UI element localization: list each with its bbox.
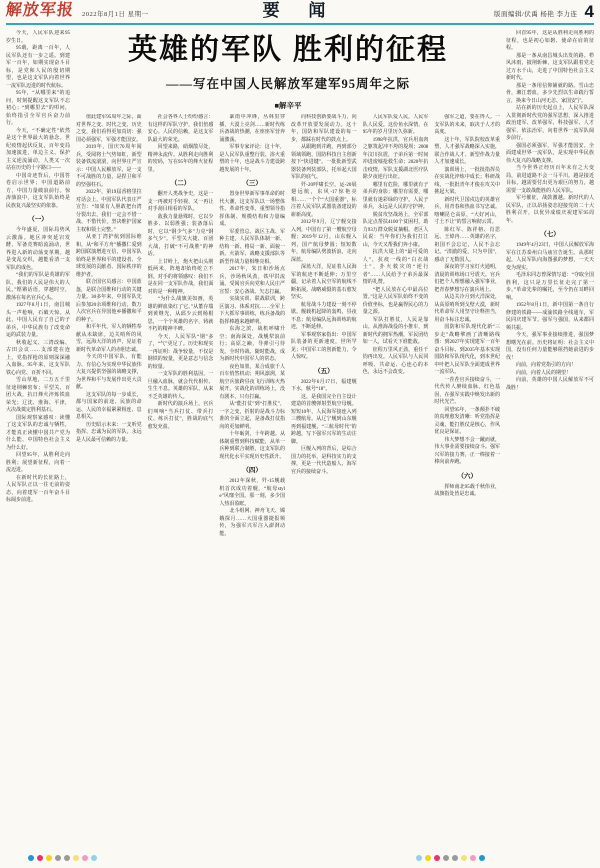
body-paragraph: 航母战斗力建设一刻不停歇。舰载机起降的轰鸣，昼夜不息；航母编队远海训练的航迹，不断延伸。 <box>291 302 357 330</box>
color-dot <box>55 855 61 861</box>
headline-title: 英雄的军队 胜利的征程 <box>127 34 449 66</box>
body-paragraph: 向前，向着党指引的方向！ <box>516 363 577 368</box>
color-dot <box>443 855 449 861</box>
body-paragraph: 那是一条用信仰铺就的路。雪山忠骨，湘江碧血，多少先烈以生命践行誓言，换来今日山河无恙、家国安宁。 <box>506 83 594 104</box>
body-paragraph: 置身世界新军事革命的时代大潮，这支军队以一场整体性、革命性变革，重塑领导指挥体制、规模结构和力量编成。 <box>219 192 286 227</box>
headline-block <box>76 30 500 114</box>
body-paragraph: 国防和军队现代化新“三步走”战略擘画了清晰路线图：到2027年实现建军一百年奋斗目标，到2035年基本实现国防和军队现代化，到本世纪中叶把人民军队全面建成世界一流军队。 <box>434 325 500 375</box>
body-paragraph: 北斗组网、神舟飞天、嫦娥探月……大国重器捷报频传，为强军兴军注入澎湃动能。 <box>219 509 286 537</box>
color-dot <box>82 855 88 861</box>
body-paragraph: 军事观察家指出：中国军队装备的更新速度，世所罕见；中国军工的创新能力，令人惊叹。 <box>291 332 357 360</box>
masthead <box>6 0 594 22</box>
body-paragraph: 军委管总、战区主战、军种主建，人民军队体制一新、结构一新、格局一新、面貌一新。火箭军、战略支援部队等新型作战力量相继亮相。 <box>219 229 286 265</box>
body-paragraph: 脱贫攻坚战场上，全军部队定点帮扶4100个贫困村，助力93万群众脱贫摘帽。老区人民说：当年你们为我们打江山，今天又帮我们奔小康。 <box>362 212 429 248</box>
body-paragraph: 一支军队的胜利基因，一旦融入血脉，就会代代相传、生生不息。英雄的军队，从来不乏英雄的传人。 <box>147 372 214 400</box>
body-paragraph: 当今世界正经历百年未有之大变局，前进道路不会一马平川。越是接近目标，越需要付出更为艰巨的努力，越需要一支敢战能胜的人民军队。 <box>506 166 594 194</box>
color-dot <box>434 855 440 861</box>
body-paragraph: 2012年9月，辽宁舰交接入列，中国有了第一艘航空母舰；2019年12月，山东舰入列，国产航母梦圆；短短数年，航母编队劈波斩浪，走向深蓝。 <box>291 220 357 263</box>
body-paragraph: 今天，人民军队“钢”多了，“气”更足了。历史和现实一再证明：战争较量，不仅是钢铁的较量，更是意志与信念的较量。 <box>147 334 214 370</box>
text-column-6 <box>363 114 429 848</box>
body-paragraph: 2022年6月17日，福建舰下水，舷号“18”。 <box>291 379 357 392</box>
body-paragraph: 演训场上，一批批指挥员在实战化淬炼中成长；科研战线，一批批青年才俊在攻关中挑起大梁。 <box>434 167 500 195</box>
body-paragraph: 95年，“从哪里来”的追问，时刻提醒这支军队不忘初心；“到哪里去”的叩问，始终指引全军官兵奋力前行。 <box>6 91 70 126</box>
color-dot <box>461 855 467 861</box>
body-paragraph: 回望95年，一条颠扑不破的真理愈发清晰：听党指挥是灵魂，能打胜仗是核心，作风优良是保证。 <box>434 407 500 435</box>
color-dot <box>28 855 34 861</box>
body-paragraph: 毛泽东同志曾深情写道：“夺取全国胜利，这只是万里长征走完了第一步。”革命先辈的嘱托，至今仍在耳畔回响。 <box>506 273 594 301</box>
body-paragraph: 向前，英雄的中国人民解放军不可战胜！ <box>506 378 594 391</box>
body-paragraph: 巨舰入列的背后，是综合国力的托举，是科技实力的支撑，更是一代代造船人、海军官兵的接续奋斗。 <box>291 447 357 475</box>
center-block <box>76 30 500 848</box>
text-column-2 <box>76 114 142 848</box>
body-paragraph: 值此建军95周年之际，面对世界之变、时代之变、历史之变，我们看得更加真切：强国必须强军，军强才能国安。 <box>76 115 142 143</box>
body-paragraph: 秋收起义、三湾改编、古田会议……支部建在连上，党指挥枪的原则深深融入血脉。95年来，这支军队铁心向党、百折不回。 <box>6 340 70 376</box>
section-marker: （六） <box>457 472 477 480</box>
body-paragraph: 强军之道，要在得人。一支军队的未来，取决于人才的高度。 <box>434 115 500 135</box>
color-dot <box>452 855 458 861</box>
body-paragraph: 从“能打仗”到“打胜仗”，一字之变，折射的是战斗力标准的全面立起，是备战打仗指向的更加鲜明。 <box>219 402 286 430</box>
body-paragraph: 强国必须强军，军强才能国安。全面建成世界一流军队，是实现中华民族伟大复兴的战略支撑。 <box>506 143 594 164</box>
body-paragraph: “我们的军队是英雄的军队，我们的人民是伟大的人民。”铿锵话语，穿越时空，激荡在每名官兵心头。 <box>6 273 70 301</box>
body-paragraph: 历史昭示未来：一支听党指挥、忠诚为民的军队，永远是人民最可信赖的力量。 <box>76 422 142 443</box>
body-paragraph: 实战实训、联战联训，跨区演习、体系对抗……全军上下大抓军事训练，练兵备战的指挥棒越来越鲜明。 <box>219 297 286 325</box>
color-dot <box>91 855 97 861</box>
color-dot <box>425 855 431 861</box>
headline-subtitle: ——写在中国人民解放军建军95周年之际 <box>165 77 410 92</box>
masthead-date: 2022年8月1日 星期一 <box>82 11 149 18</box>
body-paragraph: 哪里有危险，哪里就有子弟兵的身影；哪里有需要，哪里就有迷彩绿的守护。人民子弟兵，永远是人民的守护神。 <box>362 182 429 210</box>
text-column-5 <box>291 114 357 848</box>
body-paragraph: 歼-20呼啸长空，运-20展翅远航，东风-17惊艳亮相……一个个“大国重器”，标注着人民军队武器装备建设的崭新高度。 <box>291 182 357 218</box>
body-paragraph: 这十年，军队院校改革重塑，人才强军战略深入实施，联合作战人才、新型作战力量人才加速成长。 <box>434 137 500 165</box>
body-paragraph: 伟大梦想不会一蹴而就，伟大事业需要接续奋斗。强军兴军的接力赛，正一棒接着一棒向前奔跑。 <box>434 437 500 465</box>
body-paragraph: 1949年4月23日，中国人民解放军海军在江苏泰州白马庙宣告诞生。从那时起，人民军队向海图强的梦想，一天天变为现实。 <box>506 243 594 271</box>
body-paragraph: 从边关冷月到大洋深处，从高原哨所到戈壁大漠，新时代革命军人用坚守诠释担当，用奋斗标注忠诚。 <box>434 295 500 323</box>
body-paragraph: 今天，强军事业接续推进，强国梦想曙光在前。历史将证明：社会主义中国，没有任何力量能够阻挡她前进的步伐！ <box>506 333 594 361</box>
newspaper-logo: 解放军报 <box>4 2 75 19</box>
body-paragraph: 新时代卫国戍边的英雄官兵，用青春和热血书写忠诚。喀喇昆仑高原，“大好河山，寸土不让”的誓言响彻云霄。 <box>434 197 500 225</box>
headline-byline: ■解辛平 <box>274 101 302 111</box>
body-paragraph: 军号催征，战鼓激越。新时代的人民军队，正以昂扬姿态迎接党的二十大胜利召开，以优异成绩庆祝建军95周年。 <box>506 196 594 224</box>
body-paragraph: 夜色如墨，某合成旅千人百车悄然机动；朔风凛冽，某航空兵旅跨昼夜飞行训练火热展开。实战化的训练场上，没有剧本，只有打赢。 <box>219 364 286 400</box>
body-paragraph: 国际观察家感叹：读懂了这支军队的忠诚与牺牲，才能真正读懂中国共产党为什么能、中国特色社会主义为什么好。 <box>6 415 70 451</box>
body-paragraph: 东海之滨，战机呼啸升空；南海深处，战舰犁浪前行；高原之巅，导弹引弓待发。全时待战、随时能战，成为新时代中国军人的常态。 <box>219 327 286 362</box>
body-paragraph: 新时代的演兵场上，官兵们叫响“当兵打仗、带兵打仗、练兵打仗”，胜战的底气愈发充盈。 <box>147 402 214 430</box>
body-paragraph: 回望来路，硝烟散尽处，精神永流传。从胜利走向胜利的密码，写在95年的烽火征程里。 <box>147 145 214 173</box>
body-paragraph: 深蓝大洋，见证着人民海军的航迹不断延伸；万里空疆，记录着人民空军的航线不断拓展。战略威慑的基石愈发坚实。 <box>291 265 357 300</box>
body-paragraph: 向科技创新要战斗力，向改革开放要发展动力。这十年，国防和军队建设的每一步，都踩在时代的鼓点上。 <box>291 115 357 143</box>
section-marker: （五） <box>314 367 334 375</box>
body-paragraph: 挥师南北95载千秋伟业，战旗指处皆是忠诚。 <box>434 484 500 497</box>
masthead-editors: 版面编辑/伏禹 杨艳 李力连 <box>493 11 578 18</box>
body-paragraph: “为什么战旗美如画，英雄的鲜血染红了它。”从董存瑞到黄继光，从邱少云到杨根思，一个个英雄的名字，铸就不朽的精神丰碑。 <box>147 297 214 332</box>
body-paragraph: 和平年代，军人的牺牲奉献从未缺席。边关哨所的风雪，远海大洋的涛声，见证着新时代革命军人的赤胆忠诚。 <box>76 325 142 353</box>
body-paragraph: 1952年8月1日，新中国第一条自行修建的铁路——成渝铁路全线通车，军民同庆建军节。强军与强国，从来都同频共振。 <box>506 303 594 331</box>
color-dot <box>416 855 422 861</box>
body-columns <box>6 30 594 848</box>
color-dot <box>479 855 485 861</box>
body-paragraph: 2019年，国庆70周年阅兵，受阅将士气势如虹，新型装备铁流滚滚，向世界庄严宣示：中国人民解放军，是一支不可战胜的力量，是捍卫和平的坚强柱石。 <box>76 145 142 188</box>
body-paragraph: 这支军队的每一步成长，都与国家的前途、民族的命运、人民的幸福紧紧相连、息息相关。 <box>76 392 142 420</box>
text-column-4 <box>219 114 285 848</box>
body-paragraph: 那是一条从南昌城头出发的路。栉风沐雨，披荆斩棘，这支军队跟着党走过万水千山，走进了中国特色社会主义新时代。 <box>506 53 594 81</box>
body-paragraph: 军队打胜仗，人民是靠山。从淮海战役的小推车，到新时代的拥军热潮，军民团结如一人，试看天下谁能敌。 <box>362 317 429 345</box>
text-column-7 <box>434 114 500 848</box>
body-paragraph: 敌我力量悬殊时，它以少胜多、以弱胜强；装备落后时，它以“钢少气多”力克“钢多气少”。平型关大捷、百团大战，打破“不可战胜”的神话。 <box>147 214 214 257</box>
registration-marks-left <box>28 855 97 861</box>
body-paragraph: 回首95年，这是从胜利走向胜利的征程，也是初心如磐、使命在肩的征程。 <box>506 31 594 51</box>
color-dot <box>64 855 70 861</box>
body-paragraph: 今天，人民军队迎来95岁生日。 <box>6 31 70 44</box>
body-paragraph: “把人民放在心中最高位置。”这是人民军队始终不变的价值坐标，也是赢得民心的力量之源。 <box>362 287 429 315</box>
section-marker: （一） <box>28 216 48 223</box>
body-paragraph: 十年砺剑，十年跨越。从体制重塑到科技赋能，从单一兵种到联合制胜，这支军队的现代化水平实现历史性跃升。 <box>219 432 286 460</box>
body-paragraph: 回望95年，从胜利走向胜利；展望新征程，向着一流迈进。 <box>6 453 70 473</box>
body-paragraph: 征程万里风正劲，重任千钧再出发。人民军队与人民同呼吸、共命运、心连心的本色，永远不会改变。 <box>362 347 429 375</box>
center-columns <box>76 114 500 848</box>
header-rule <box>6 23 594 25</box>
body-paragraph: 这，是我国完全自主设计建造的首艘弹射型航空母舰。短短10年，人民海军接连入列三艘航母。从辽宁舰到山东舰再到福建舰，“三航母时代”的跨越，写下强军兴军的生动注脚。 <box>291 394 357 445</box>
body-paragraph: 今年盛夏，国际局势风云激荡。地区冲突延宕发酵，军备竞赛暗流涌动，世界进入新的动荡变革期。越是变乱交织，越能看清一支军队的成色。 <box>6 228 70 271</box>
color-dot <box>37 855 43 861</box>
color-dot <box>46 855 52 861</box>
body-paragraph: 从跟跑到并跑，再到部分领域领跑，国防科技自主创新按下“快进键”。一批批新型武器装备列装部队，托举起大国军队的底气。 <box>291 145 357 180</box>
text-column-1 <box>6 30 70 848</box>
body-paragraph: 翻开人类战争史，这是一支一再被对手轻视、又一再让对手刮目相看的军队。 <box>147 192 214 212</box>
body-paragraph: 人民军队爱人民，人民军队人民爱。这份鱼水深情，在95年的岁月里历久弥新。 <box>362 115 429 135</box>
body-paragraph: 2012年深秋，歼-15舰载机首次成功着舰，“航母style”风靡全国。那一刻，多少国人热泪盈眶。 <box>219 479 286 507</box>
text-column-8 <box>506 30 594 848</box>
body-paragraph: 上甘岭上，炮火把山头削低两米，阵地却始终屹立不倒。对手的将领感叹：我们不是在同一支军队作战，我们面对的是一种精神。 <box>147 259 214 295</box>
registration-marks-right <box>416 855 485 861</box>
masthead-left <box>6 0 149 20</box>
body-paragraph: 一茬茬官兵接续奋斗，一代代传人赓续血脉。红色基因，在强军实践中焕发出新的时代光芒。 <box>434 377 500 405</box>
body-paragraph: 雪山草地，二万五千里征途荆棘密布；平型关、百团大战，抗日烽火淬炼铁血荣光；辽沈、淮海、平津，大决战奠定胜利基石。 <box>6 378 70 413</box>
body-paragraph: 1998年抗洪，官兵用血肉之躯筑起冲不垮的堤坝；2008年汶川抗震，子弟兵第一时间冲进废墟抢救生命；2020年抗击疫情，军队支援湖北医疗队除夕夜逆行出征。 <box>362 137 429 180</box>
text-column-3 <box>148 114 214 848</box>
body-paragraph: 中国奇迹背后，中国答卷启示世界；中国道路前方，中国力量破浪前行。惊涛骇浪中，这支军队始终是民族复兴最坚实的依靠。 <box>6 173 70 209</box>
body-paragraph: 今天，“不确定性”依然是这个世界最大的悬念。世纪疫情起伏反复，百年变局加速演进，单边主义、保护主义逆流涌动，人类又一次站在历史的十字路口—— <box>6 128 70 171</box>
body-paragraph: 抗洪大堤上的“最可爱的人”，抗疫一线的“白衣战士”，扑火救灾的“逆行者”……人民给予子弟兵最深情的礼赞。 <box>362 250 429 285</box>
body-paragraph: 从亚丁湾护航到国际维和，从“和平方舟”播撒仁爱到跨国联演增进互信，中国军队始终是世界和平的建设者、全球发展的贡献者、国际秩序的维护者。 <box>76 235 142 278</box>
body-paragraph: 2017年，朱日和沙场点兵，沙场秋风劲，铁甲洪流涌。受阅官兵向党和人民庄严宣誓：安心备战、矢志打赢。 <box>219 267 286 295</box>
section-title: 要 闻 <box>262 1 338 20</box>
color-dot <box>73 855 79 861</box>
page-number: 4 <box>584 2 594 21</box>
body-paragraph: 深夜的学习室灯火通明，清晨的训练场口号震天。官兵们把个人理想融入强军事业，把青春梦想写在演兵场上。 <box>434 265 500 293</box>
section-marker: （二） <box>170 180 191 187</box>
body-paragraph: 向前，向着人民的期望！ <box>516 370 572 376</box>
body-paragraph: 今天的中国军队，有能力、有信心为实现中华民族伟大复兴提供坚强的战略支撑，为世界和平与发展作出更大贡献。 <box>76 355 142 390</box>
body-paragraph: 联合国官员感言：中国蓝盔，是联合国维和行动的关键力量。30多年来，中国军队先后参加20余项维和行动，数万人次官兵在异国他乡播撒和平的种子。 <box>76 280 142 323</box>
section-marker: （四） <box>242 467 262 474</box>
body-paragraph: 1927年8月1日，南昌城头一声枪响，石破天惊。从此，中国人民有了自己的子弟兵，中华民族有了改变命运的武装力量。 <box>6 303 70 338</box>
masthead-right <box>494 3 594 20</box>
body-paragraph: 在新时代的长征路上，人民军队正以一往无前的姿态，向着建军一百年奋斗目标阔步前进。 <box>6 475 70 503</box>
body-paragraph: 军事专家评论：这十年，是人民军队重整行装、浴火重塑的十年，也是战斗力建设跨越发展的十年。 <box>219 145 286 173</box>
body-paragraph: 站在新的历史起点上，人民军队深入贯彻新时代党的强军思想，深入推进政治建军、改革强军、科技强军、人才强军、依法治军，向着世界一流军队阔步前行。 <box>506 106 594 141</box>
section-marker: （三） <box>242 180 262 187</box>
body-paragraph: 暴雨中冲锋，丛林里穿插，大漠上亮剑……新时代练兵备战的热潮，在座座军营奔涌激荡。 <box>219 115 286 143</box>
body-paragraph: 社会各界人士纷纷感言：有这样的军队守护，我们倍感安心。人民的信赖，是这支军队最大的荣光。 <box>147 115 214 143</box>
body-paragraph: 2022年，第19届香格里拉对话会上，中国军队代表庄严宣告：“如果有人胆敢把台湾分裂出去，我们一定会不惜一战、不惜代价，坚决维护国家主权和领土完整。” <box>76 190 142 233</box>
body-paragraph: 陈红军、陈祥榕、肖思远、王焯冉……英雄的名字，祖国不会忘记，人民不会忘记。“清澈的爱，只为中国”，感动了无数国人。 <box>434 227 500 263</box>
section-marker: （七） <box>540 231 560 238</box>
color-dot <box>470 855 476 861</box>
body-paragraph: 95载，距离一百年，人民军队还有一步之遥。到建军一百年，如期实现奋斗目标，是党和人民的殷切期望，也是这支军队向着世界一流军队迈进的时代航标。 <box>6 46 70 89</box>
